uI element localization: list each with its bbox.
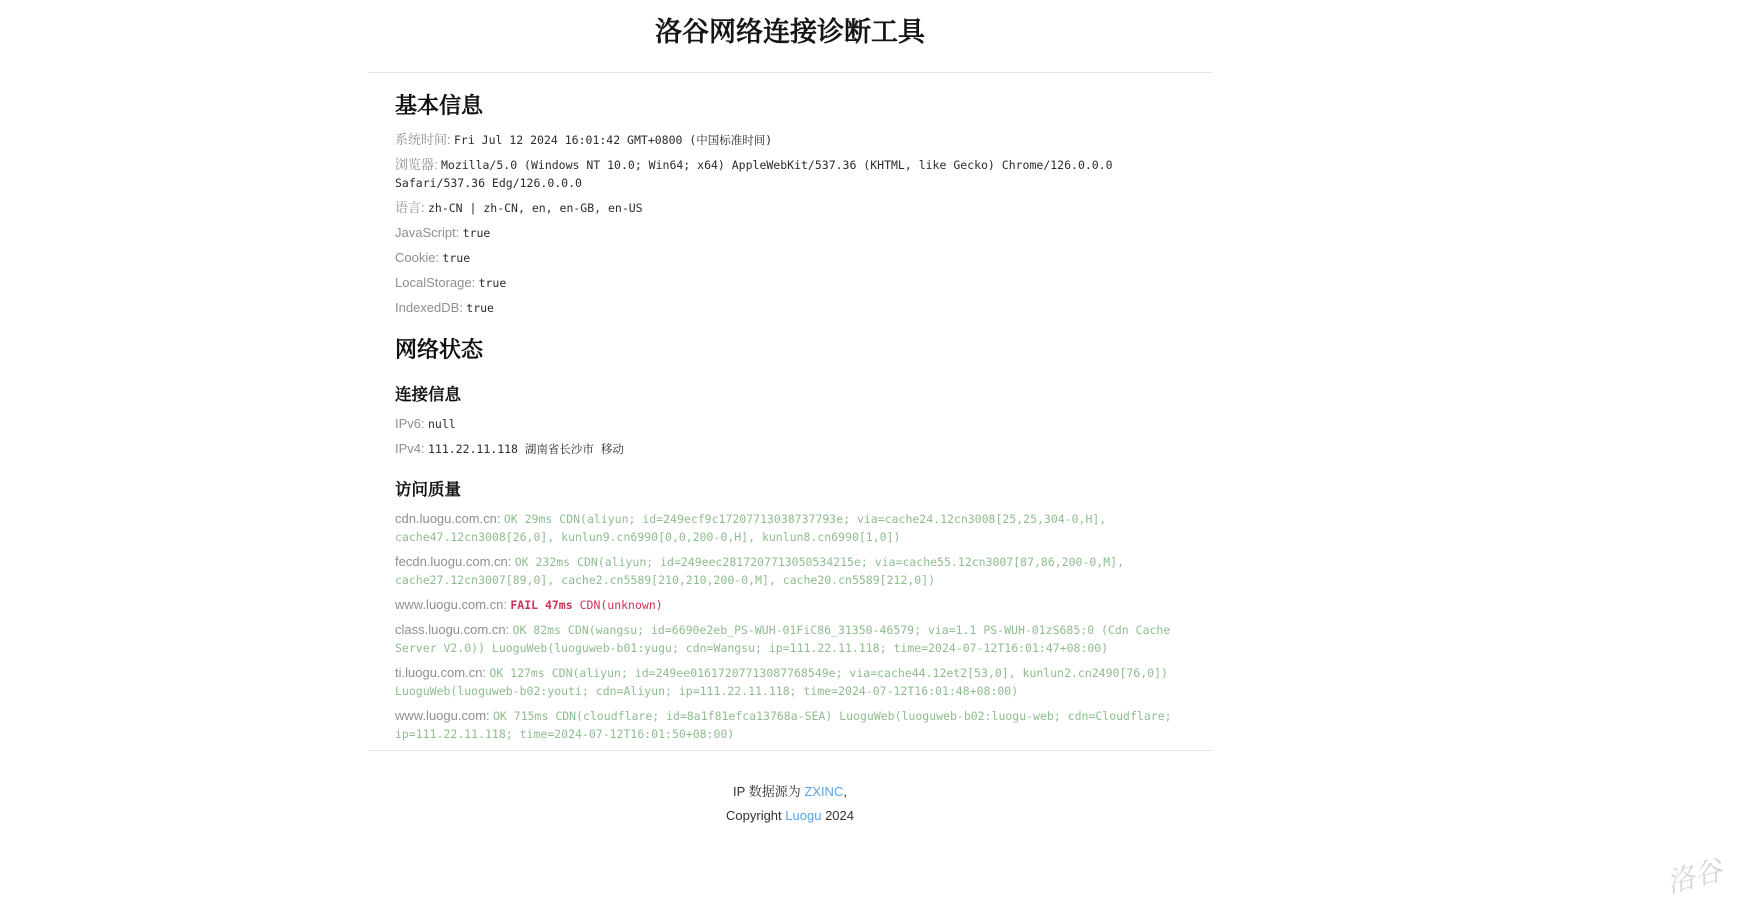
connection-label-ipv6: IPv6: — [395, 416, 425, 431]
footer-ip-source — [368, 782, 1212, 801]
footer-ip-source-text: IP 数据源为 — [733, 784, 801, 799]
connection-label-ipv4: IPv4: — [395, 441, 425, 456]
info-value-system-time: Fri Jul 12 2024 16:01:42 GMT+0800 (中国标准时间) — [453, 133, 773, 147]
luogu-link[interactable]: Luogu — [785, 808, 822, 823]
quality-result — [395, 623, 1170, 655]
quality-row-fecdn — [395, 553, 1185, 589]
subsection-quality-heading: 访问质量 — [395, 481, 461, 499]
info-value-browser: Mozilla/5.0 (Windows NT 10.0; Win64; x64) AppleWebKit/537.36 (KHTML, like Gecko) Chrome/126.0.0.0 Safari/537.36 Edg/126.0.0.0 — [395, 158, 1113, 190]
page-title: 洛谷网络连接诊断工具 — [655, 17, 925, 47]
quality-detail: CDN(aliyun; id=249eec2817207713050534215e; via=cache55.12cn3007[87,86,200-0,M], cache27.12cn3007[89,0], cache2.cn5589[210,210,200-0,M], cache20.cn5589[212,0]) — [395, 555, 1124, 587]
luogu-watermark: 洛谷 — [1663, 854, 1726, 899]
quality-row-www — [395, 707, 1185, 743]
quality-status: OK 29ms — [503, 512, 553, 526]
info-label-cookie: Cookie: — [395, 250, 440, 265]
info-label-javascript: JavaScript: — [395, 225, 460, 240]
quality-status: OK 82ms — [512, 623, 561, 637]
quality-detail: CDN(unknown) — [579, 598, 663, 612]
quality-result — [395, 512, 1106, 544]
page-content — [368, 93, 1212, 743]
quality-row-www-cn — [395, 596, 1185, 614]
quality-host: www.luogu.com: — [395, 708, 490, 723]
connection-row-ipv6 — [395, 415, 1185, 433]
info-value-indexeddb: true — [466, 301, 494, 315]
info-value-language: zh-CN | zh-CN, en, en-GB, en-US — [427, 201, 643, 215]
section-basic-info-heading: 基本信息 — [395, 93, 484, 118]
info-label-language: 语言: — [395, 200, 425, 215]
info-row-system-time — [395, 131, 1185, 149]
info-row-cookie — [395, 249, 1185, 267]
quality-row-ti — [395, 664, 1185, 700]
info-row-language — [395, 199, 1185, 217]
quality-status: OK 232ms — [514, 555, 571, 569]
info-label-browser: 浏览器: — [395, 157, 438, 172]
quality-detail: CDN(wangsu; id=6690e2eb_PS-WUH-01FiC86_31350-46579; via=1.1 PS-WUH-01zS685:0 (Cdn Cache Server V2.0)) LuoguWeb(luoguweb-b01:yugu; cdn=Wangsu; ip=111.22.11.118; time=2024-07-12T16:01:47+08:00) — [395, 623, 1171, 655]
info-value-javascript: true — [462, 226, 491, 240]
quality-detail: CDN(aliyun; id=249ee01617207713087768549e; via=cache44.12et2[53,0], kunlun2.cn2490[76,0]) LuoguWeb(luoguweb-b02:youti; cdn=Aliyun; ip=111.22.11.118; time=2024-07-12T16:01:48+08:00) — [395, 666, 1168, 698]
page-footer — [368, 767, 1212, 860]
quality-host: ti.luogu.com.cn: — [395, 665, 487, 680]
quality-host: fecdn.luogu.com.cn: — [395, 554, 512, 569]
info-row-javascript — [395, 224, 1185, 242]
info-row-browser — [395, 156, 1185, 192]
footer-copyright-year: 2024 — [825, 808, 854, 823]
subsection-connection-heading: 连接信息 — [395, 386, 461, 404]
quality-status: FAIL 47ms — [510, 598, 573, 612]
connection-row-ipv4 — [395, 440, 1185, 458]
info-label-localstorage: LocalStorage: — [395, 275, 476, 290]
footer-copyright-text: Copyright — [726, 808, 782, 823]
quality-status: OK 715ms — [493, 709, 549, 723]
info-value-cookie: true — [442, 251, 471, 265]
quality-row-class — [395, 621, 1185, 657]
quality-result — [395, 709, 1172, 741]
info-label-indexeddb: IndexedDB: — [395, 300, 463, 315]
info-row-indexeddb — [395, 299, 1185, 317]
quality-status: OK 127ms — [489, 666, 545, 680]
quality-detail: CDN(cloudflare; id=8a1f81efca13768a-SEA) LuoguWeb(luoguweb-b02:luogu-web; cdn=Cloudflare; ip=111.22.11.118; time=2024-07-12T16:01:50+08:00) — [395, 709, 1172, 741]
bottom-divider — [368, 750, 1212, 751]
info-row-localstorage — [395, 274, 1185, 292]
quality-detail: CDN(aliyun; id=249ecf9c17207713038737793e; via=cache24.12cn3008[25,25,304-0,H], cache47.12cn3008[26,0], kunlun9.cn6990[0,0,200-0,H], kunlun8.cn6990[1,0]) — [395, 512, 1107, 544]
info-label-system-time: 系统时间: — [395, 132, 451, 147]
section-network-status-heading: 网络状态 — [395, 337, 484, 362]
top-divider — [368, 72, 1212, 73]
quality-host: www.luogu.com.cn: — [395, 597, 507, 612]
quality-result — [395, 666, 1168, 698]
info-value-localstorage: true — [478, 276, 507, 290]
footer-ip-source-comma: , — [843, 784, 847, 799]
footer-copyright — [368, 806, 1212, 825]
zxinc-link[interactable]: ZXINC — [804, 784, 844, 799]
main-container — [368, 0, 1212, 860]
quality-result — [510, 598, 662, 612]
quality-row-cdn — [395, 510, 1185, 546]
quality-host: cdn.luogu.com.cn: — [395, 511, 501, 526]
connection-value-ipv6: null — [427, 417, 456, 431]
connection-value-ipv4: 111.22.11.118 湖南省长沙市 移动 — [427, 442, 624, 456]
quality-host: class.luogu.com.cn: — [395, 622, 510, 637]
